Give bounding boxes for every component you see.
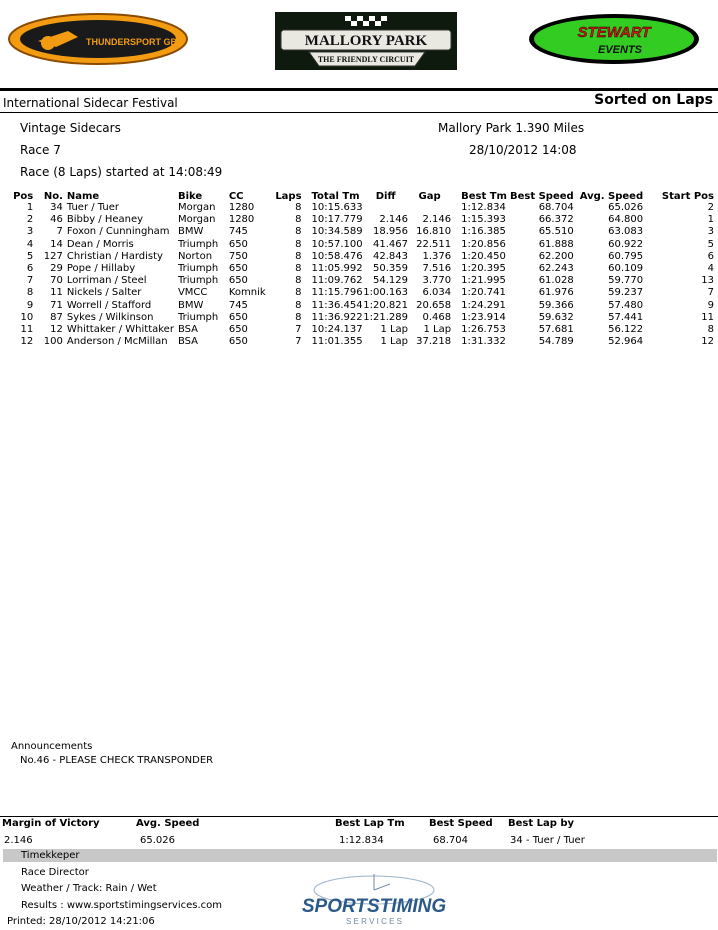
cell-total-tm: 10:58.476: [311, 250, 363, 262]
cell-total-tm: 11:15.796: [311, 287, 363, 299]
cell-no: 87: [50, 311, 63, 323]
cell-name: Christian / Hardisty: [66, 250, 163, 262]
cell-start-pos: 12: [701, 336, 714, 348]
table-row: [0, 202, 718, 214]
cell-best-speed: 62.200: [538, 250, 574, 262]
cell-best-tm: 1:26.753: [461, 323, 506, 335]
sort-label: Sorted on Laps: [594, 92, 713, 108]
cell-name: Sykes / Wilkinson: [66, 311, 154, 323]
cell-no: 12: [50, 323, 63, 335]
cell-start-pos: 7: [707, 287, 714, 299]
svg-text:THE FRIENDLY CIRCUIT: THE FRIENDLY CIRCUIT: [317, 55, 415, 64]
cell-best-tm: 1:16.385: [461, 226, 506, 238]
cell-avg-speed: 60.795: [608, 250, 644, 262]
cell-cc: 650: [228, 323, 248, 335]
cell-total-tm: 10:24.137: [311, 323, 363, 335]
table-row: [0, 251, 718, 263]
table-row: [0, 300, 718, 312]
cell-no: 71: [50, 299, 63, 311]
cell-diff: 1:20.821: [363, 299, 409, 311]
cell-pos: 12: [20, 336, 34, 348]
summary-rule: [0, 816, 718, 817]
cell-start-pos: 6: [707, 250, 714, 262]
cell-start-pos: 5: [707, 238, 714, 250]
cell-avg-speed: 52.964: [608, 336, 644, 348]
cell-cc: Komnik: [228, 287, 266, 299]
table-row: [0, 275, 718, 287]
cell-best-tm: 1:20.741: [461, 287, 506, 299]
race-director-label: Race Director: [21, 867, 89, 878]
cell-best-speed: 66.372: [538, 214, 574, 226]
cell-diff: 50.359: [373, 263, 409, 275]
cell-no: 34: [50, 202, 63, 214]
cell-cc: 650: [228, 311, 248, 323]
cell-gap: 22.511: [416, 238, 452, 250]
cell-avg-speed: 65.026: [608, 202, 644, 214]
cell-start-pos: 1: [707, 214, 714, 226]
margin-label: Margin of Victory: [2, 818, 100, 829]
cell-avg-speed: 60.109: [608, 263, 644, 275]
best-lap-label: Best Lap Tm: [335, 818, 405, 829]
table-row: [0, 263, 718, 275]
cell-bike: Norton: [177, 250, 213, 262]
cell-laps: 8: [295, 226, 302, 238]
cell-start-pos: 13: [701, 275, 714, 287]
cell-total-tm: 11:36.454: [311, 299, 363, 311]
cell-bike: VMCC: [177, 287, 208, 299]
column-header-pos: Pos: [13, 190, 34, 202]
timekeeper-label: Timekkeper: [21, 850, 80, 861]
cell-name: Bibby / Heaney: [66, 214, 144, 226]
cell-name: Lorriman / Steel: [66, 275, 147, 287]
cell-gap: 0.468: [422, 311, 452, 323]
column-header-best-tm: Best Tm: [461, 190, 507, 202]
cell-cc: 1280: [228, 202, 255, 214]
cell-laps: 8: [295, 299, 302, 311]
race-number: Race 7: [20, 143, 61, 157]
cell-bike: BMW: [177, 299, 204, 311]
cell-bike: BSA: [177, 323, 199, 335]
cell-name: Whittaker / Whittaker: [66, 323, 174, 335]
cell-start-pos: 4: [707, 263, 714, 275]
column-header-best-speed: Best Speed: [509, 190, 574, 202]
column-header-cc: CC: [228, 190, 244, 202]
cell-cc: 745: [228, 226, 248, 238]
table-row: [0, 226, 718, 238]
svg-text:MALLORY PARK: MALLORY PARK: [304, 33, 428, 49]
cell-diff: 1:21.289: [363, 311, 409, 323]
cell-no: 100: [43, 336, 63, 348]
cell-total-tm: 10:57.100: [311, 238, 363, 250]
table-row: [0, 214, 718, 226]
best-speed-label: Best Speed: [429, 818, 493, 829]
cell-name: Foxon / Cunningham: [66, 226, 170, 238]
class-name: Vintage Sidecars: [20, 121, 121, 135]
table-row: [0, 287, 718, 299]
svg-text:THUNDERSPORT GB: THUNDERSPORT GB: [86, 37, 178, 47]
cell-start-pos: 11: [701, 311, 714, 323]
svg-text:STEWART: STEWART: [577, 24, 651, 41]
cell-best-speed: 61.888: [538, 238, 574, 250]
cell-diff: 42.843: [373, 250, 409, 262]
cell-start-pos: 3: [707, 226, 714, 238]
best-lap-value: 1:12.834: [339, 835, 384, 846]
cell-cc: 650: [228, 336, 248, 348]
cell-avg-speed: 63.083: [608, 226, 644, 238]
cell-pos: 5: [26, 250, 34, 262]
cell-gap: 20.658: [416, 299, 452, 311]
cell-gap: 1 Lap: [423, 323, 452, 335]
cell-best-speed: 57.681: [538, 323, 574, 335]
margin-value: 2.146: [4, 835, 33, 846]
column-header-laps: Laps: [275, 190, 302, 202]
cell-gap: 2.146: [422, 214, 452, 226]
cell-name: Anderson / McMillan: [66, 336, 168, 348]
cell-total-tm: 10:15.633: [311, 202, 363, 214]
cell-best-speed: 62.243: [538, 263, 574, 275]
header-divider: [0, 112, 718, 113]
cell-best-speed: 54.789: [538, 336, 574, 348]
cell-avg-speed: 56.122: [608, 323, 644, 335]
cell-best-tm: 1:20.395: [461, 263, 506, 275]
cell-gap: [408, 202, 451, 214]
cell-diff: 2.146: [379, 214, 409, 226]
cell-total-tm: 11:36.922: [311, 311, 363, 323]
cell-best-tm: 1:24.291: [461, 299, 506, 311]
cell-best-speed: 59.366: [538, 299, 574, 311]
cell-laps: 8: [295, 238, 302, 250]
cell-laps: 8: [295, 250, 302, 262]
cell-best-speed: 65.510: [538, 226, 574, 238]
cell-no: 29: [50, 263, 63, 275]
table-row: [0, 312, 718, 324]
cell-best-tm: 1:23.914: [461, 311, 506, 323]
cell-best-tm: 1:21.995: [461, 275, 506, 287]
avg-speed-value: 65.026: [140, 835, 175, 846]
cell-gap: 16.810: [416, 226, 452, 238]
column-header-name: Name: [66, 190, 100, 202]
cell-start-pos: 9: [707, 299, 714, 311]
cell-best-speed: 59.632: [538, 311, 574, 323]
cell-start-pos: 2: [707, 202, 714, 214]
header-rule: [0, 88, 718, 91]
thundersport-logo: [8, 13, 188, 65]
svg-text:EVENTS: EVENTS: [597, 44, 643, 56]
cell-diff: 1:00.163: [363, 287, 409, 299]
cell-avg-speed: 57.441: [608, 311, 644, 323]
cell-pos: 1: [26, 202, 34, 214]
cell-name: Worrell / Stafford: [66, 299, 152, 311]
table-row: [0, 324, 718, 336]
cell-avg-speed: 60.922: [608, 238, 644, 250]
cell-bike: Triumph: [177, 263, 219, 275]
announcements-title: Announcements: [11, 741, 93, 752]
cell-no: 70: [50, 275, 63, 287]
printed-timestamp: Printed: 28/10/2012 14:21:06: [7, 916, 155, 927]
cell-total-tm: 10:34.589: [311, 226, 363, 238]
cell-avg-speed: 59.237: [608, 287, 644, 299]
weather-info: Weather / Track: Rain / Wet: [21, 883, 157, 894]
cell-pos: 6: [26, 263, 34, 275]
svg-text:SPORTSTIMING: SPORTSTIMING: [301, 896, 447, 917]
cell-diff: 18.956: [373, 226, 409, 238]
cell-pos: 4: [26, 238, 34, 250]
race-info: Race (8 Laps) started at 14:08:49: [20, 165, 223, 179]
event-title: International Sidecar Festival: [3, 96, 178, 110]
cell-diff: 1 Lap: [380, 323, 409, 335]
cell-diff: [363, 202, 408, 214]
cell-pos: 7: [26, 275, 34, 287]
cell-cc: 1280: [228, 214, 255, 226]
sportstiming-logo: [268, 870, 480, 926]
cell-diff: 1 Lap: [380, 336, 409, 348]
cell-cc: 750: [228, 250, 248, 262]
cell-best-tm: 1:20.450: [461, 250, 506, 262]
cell-name: Dean / Morris: [66, 238, 134, 250]
cell-best-tm: 1:20.856: [461, 238, 506, 250]
stewart-events-logo: [528, 13, 700, 65]
cell-pos: 8: [26, 287, 34, 299]
cell-pos: 10: [20, 311, 34, 323]
cell-pos: 9: [26, 299, 34, 311]
cell-best-speed: 61.028: [538, 275, 574, 287]
results-url: Results : www.sportstimingservices.com: [21, 900, 223, 911]
cell-no: 7: [56, 226, 63, 238]
column-header-gap: Gap: [418, 190, 441, 202]
cell-bike: Triumph: [177, 311, 219, 323]
cell-laps: 8: [295, 202, 302, 214]
column-header-no: No.: [43, 190, 63, 202]
cell-pos: 2: [26, 214, 34, 226]
cell-gap: 37.218: [416, 336, 452, 348]
cell-avg-speed: 59.770: [608, 275, 644, 287]
svg-text:S E R V I C E S: S E R V I C E S: [345, 917, 403, 926]
cell-bike: Morgan: [177, 214, 216, 226]
table-header-row: [0, 190, 718, 202]
cell-gap: 7.516: [422, 263, 452, 275]
column-header-total-tm: Total Tm: [311, 190, 360, 202]
cell-no: 127: [43, 250, 63, 262]
cell-no: 11: [50, 287, 63, 299]
cell-gap: 6.034: [422, 287, 452, 299]
cell-laps: 7: [295, 323, 302, 335]
cell-best-speed: 68.704: [538, 202, 574, 214]
cell-start-pos: 8: [707, 323, 714, 335]
cell-best-tm: 1:15.393: [461, 214, 506, 226]
cell-total-tm: 11:09.762: [311, 275, 363, 287]
cell-bike: Triumph: [177, 238, 219, 250]
cell-cc: 650: [228, 238, 248, 250]
timekeeper-bar: [3, 849, 717, 862]
cell-bike: BSA: [177, 336, 199, 348]
results-table: [0, 190, 718, 348]
cell-diff: 54.129: [373, 275, 409, 287]
race-date: 28/10/2012 14:08: [469, 143, 577, 157]
best-speed-value: 68.704: [433, 835, 468, 846]
column-header-diff: Diff: [375, 190, 396, 202]
cell-pos: 11: [20, 323, 34, 335]
cell-laps: 8: [295, 311, 302, 323]
cell-avg-speed: 57.480: [608, 299, 644, 311]
cell-cc: 650: [228, 263, 248, 275]
cell-bike: BMW: [177, 226, 204, 238]
best-lap-by-value: 34 - Tuer / Tuer: [510, 835, 585, 846]
cell-no: 14: [50, 238, 63, 250]
circuit-name: Mallory Park 1.390 Miles: [438, 121, 585, 135]
cell-bike: Triumph: [177, 275, 219, 287]
mallory-park-logo: [275, 12, 457, 70]
cell-diff: 41.467: [373, 238, 409, 250]
cell-name: Tuer / Tuer: [66, 202, 119, 214]
cell-best-speed: 61.976: [538, 287, 574, 299]
column-header-avg-speed: Avg. Speed: [579, 190, 644, 202]
cell-total-tm: 11:05.992: [311, 263, 363, 275]
cell-laps: 8: [295, 214, 302, 226]
cell-pos: 3: [26, 226, 34, 238]
cell-no: 46: [50, 214, 63, 226]
avg-speed-label: Avg. Speed: [136, 818, 200, 829]
table-row: [0, 239, 718, 251]
cell-cc: 650: [228, 275, 248, 287]
table-row: [0, 336, 718, 348]
cell-name: Pope / Hillaby: [66, 263, 136, 275]
cell-best-tm: 1:12.834: [461, 202, 506, 214]
cell-avg-speed: 64.800: [608, 214, 644, 226]
cell-laps: 8: [295, 287, 302, 299]
cell-best-tm: 1:31.332: [461, 336, 506, 348]
announcement-text: No.46 - PLEASE CHECK TRANSPONDER: [20, 755, 214, 766]
cell-laps: 8: [295, 275, 302, 287]
best-lap-by-label: Best Lap by: [508, 818, 575, 829]
cell-gap: 3.770: [422, 275, 452, 287]
table-body: [0, 202, 718, 348]
cell-cc: 745: [228, 299, 248, 311]
column-header-bike: Bike: [177, 190, 203, 202]
cell-gap: 1.376: [422, 250, 452, 262]
cell-total-tm: 11:01.355: [311, 336, 363, 348]
cell-laps: 8: [295, 263, 302, 275]
cell-laps: 7: [295, 336, 302, 348]
cell-name: Nickels / Salter: [66, 287, 142, 299]
cell-bike: Morgan: [177, 202, 216, 214]
cell-total-tm: 10:17.779: [311, 214, 363, 226]
column-header-start-pos: Start Pos: [661, 190, 714, 202]
